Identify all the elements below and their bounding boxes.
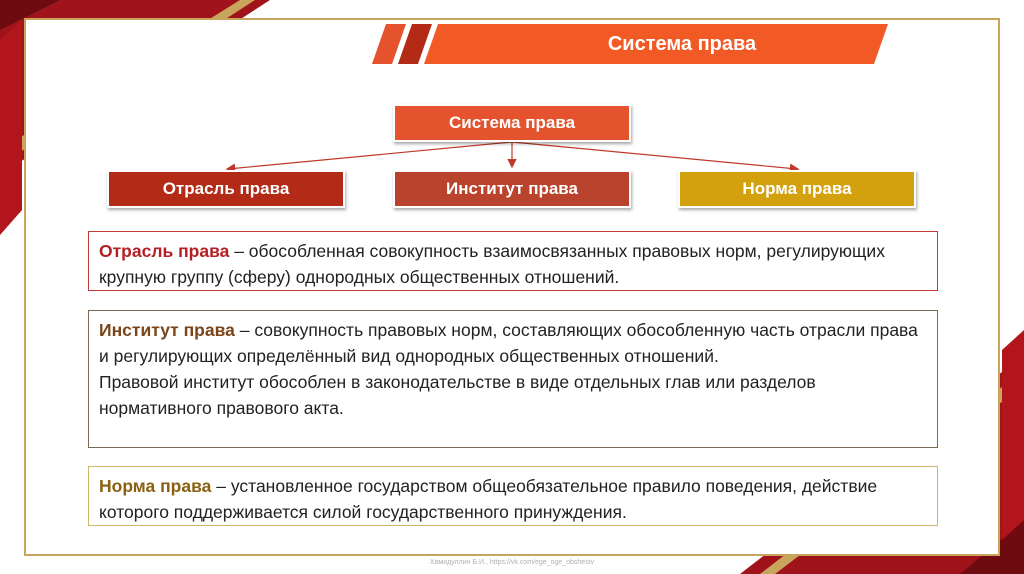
definition-text: – обособленная совокупность взаимосвязанных правовых норм, регулирующих крупную группу (сферу) однородных общественных отношений.: [99, 241, 885, 287]
definition-term: Норма права: [99, 476, 212, 496]
slide-title: Система права: [607, 33, 757, 55]
node-norma-prava: Норма права: [678, 170, 916, 208]
connector-to-otrasl: [228, 142, 512, 169]
footer-credit: Хамидуллин Б.И., https://vk.com/ege_oge_obshestv: [429, 559, 595, 566]
definition-term: Институт права: [99, 320, 235, 340]
definition-text: – совокупность правовых норм, составляющих обособленную часть отрасли права и регулирующих определённый вид однородных общественных отношений.: [99, 320, 918, 366]
connector-to-norma: [512, 142, 797, 169]
definition-extra: Правовой институт обособлен в законодательстве в виде отдельных глав или разделов нормативного правового акта.: [99, 372, 816, 418]
definition-norma: [88, 466, 938, 526]
definition-institut: [88, 310, 938, 448]
node-institut-prava: Институт права: [393, 170, 631, 208]
definition-term: Отрасль права: [99, 241, 230, 261]
definition-otrasl: [88, 231, 938, 291]
definition-text: – установленное государством общеобязательное правило поведения, действие которого поддерживается силой государственного принуждения.: [99, 476, 878, 522]
node-otrasl-prava: Отрасль права: [107, 170, 345, 208]
node-sistema-prava: Система права: [393, 104, 631, 142]
